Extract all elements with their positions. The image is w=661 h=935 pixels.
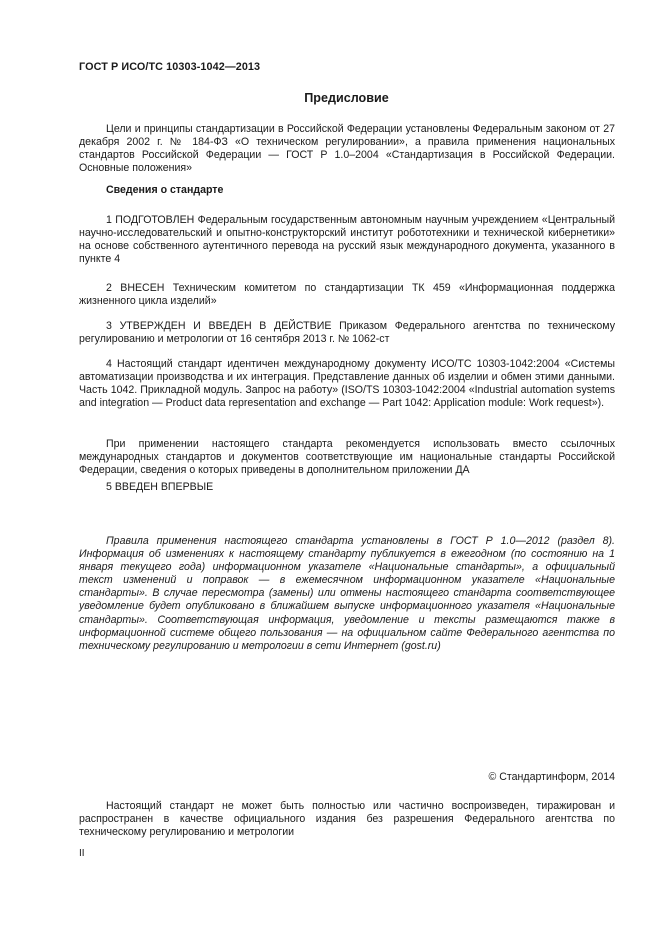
item-5-introduced: 5 ВВЕДЕН ВПЕРВЫЕ [106, 481, 214, 493]
section-heading: Сведения о стандарте [106, 184, 224, 196]
application-notice: Правила применения настоящего стандарта установлены в ГОСТ Р 1.0—2012 (раздел 8). Информация об изменениях к настоящему стандарту публикуется в ежегодном (по состоянию на 1 января текущего года) информационном указателе «Национальные стандарты», а официальный текст изменений и поправок — в ежемесячном информационном указателе «Национальные стандарты». В случае пересмотра (замены) или отмены настоящего стандарта соответствующее уведомление будет опубликовано в ближайшем выпуске информационного указателя «Национальные стандарты». Соответствующая информация, уведомление и тексты размещаются также в информационной системе общего пользования — на официальном сайте Федерального агентства по техническому регулированию и метрологии в сети Интернет (gost.ru) [79, 535, 615, 652]
page-number: II [79, 848, 85, 859]
page-title: Предисловие [304, 91, 389, 105]
item-1-prepared: 1 ПОДГОТОВЛЕН Федеральным государственным автономным научным учреждением «Центральный научно-исследовательский и опытно-конструкторский институт робототехники и технической кибернетики» на основе собственного аутентичного перевода на русский язык международного документа, указанного в пункте 4 [79, 214, 615, 266]
item-3-approved: 3 УТВЕРЖДЕН И ВВЕДЕН В ДЕЙСТВИЕ Приказом Федерального агентства по техническому регулированию и метрологии от 16 сентября 2013 г. № 1062-ст [79, 320, 615, 346]
copyright-notice: © Стандартинформ, 2014 [488, 771, 615, 783]
reproduction-notice: Настоящий стандарт не может быть полностью или частично воспроизведен, тиражирован и распространен в качестве официального издания без разрешения Федерального агентства по техническому регулированию и метрологии [79, 800, 615, 839]
item-4-note: При применении настоящего стандарта рекомендуется использовать вместо ссылочных международных стандартов и документов соответствующие им национальные стандарты Российской Федерации, сведения о которых приведены в дополнительном приложении ДА [79, 438, 615, 477]
item-2-submitted: 2 ВНЕСЕН Техническим комитетом по стандартизации ТК 459 «Информационная поддержка жизненного цикла изделий» [79, 282, 615, 308]
document-id-header: ГОСТ Р ИСО/ТС 10303-1042—2013 [79, 61, 261, 73]
item-4-identical: 4 Настоящий стандарт идентичен международному документу ИСО/ТС 10303-1042:2004 «Системы автоматизации производства и их интеграция. Представление данных об изделии и обмен этими данными. Часть 1042. Прикладной модуль. Запрос на работу» (ISO/TS 10303-1042:2004 «Industrial automation systems and integration — Product data representation and exchange — Part 1042: Application module: Work request»). [79, 358, 615, 410]
intro-paragraph: Цели и принципы стандартизации в Российской Федерации установлены Федеральным законом от 27 декабря 2002 г. № 184-ФЗ «О техническом регулировании», а правила применения национальных стандартов Российской Федерации — ГОСТ Р 1.0–2004 «Стандартизация в Российской Федерации. Основные положения» [79, 123, 615, 175]
